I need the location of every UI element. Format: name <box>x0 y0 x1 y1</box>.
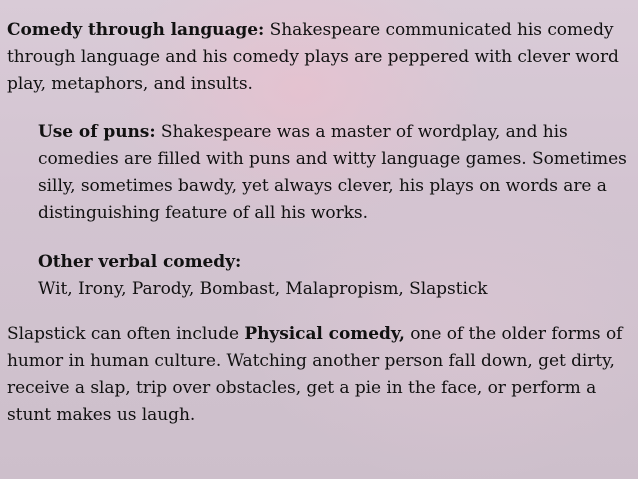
physical-comedy-text: one of the older forms of humor in human culture. Watching another person fall down, get dirty, receive a slap, trip over obstacles, get a pie in the face, or perform a stunt makes us laugh. <box>7 324 623 425</box>
use-of-puns-heading: Use of puns: <box>38 122 156 142</box>
physical-comedy-bold: Physical comedy, <box>244 324 405 344</box>
other-verbal-comedy-paragraph <box>38 249 634 303</box>
comedy-through-language-text: Shakespeare communicated his comedy through language and his comedy plays are peppered with clever word play, metaphors, and insults. <box>7 20 619 94</box>
physical-comedy-paragraph <box>7 321 635 429</box>
comedy-through-language-heading: Comedy through language: <box>7 20 265 40</box>
use-of-puns-text: Shakespeare was a master of wordplay, and his comedies are filled with puns and witty language games. Sometimes silly, sometimes bawdy, yet always clever, his plays on words are a distinguishing feature of all his works. <box>38 122 627 223</box>
other-verbal-comedy-heading: Other verbal comedy: <box>38 252 242 272</box>
other-verbal-comedy-list: Wit, Irony, Parody, Bombast, Malapropism, Slapstick <box>38 279 488 299</box>
use-of-puns-paragraph <box>38 119 634 227</box>
comedy-through-language-paragraph <box>7 17 632 98</box>
physical-comedy-lead: Slapstick can often include <box>7 324 245 344</box>
